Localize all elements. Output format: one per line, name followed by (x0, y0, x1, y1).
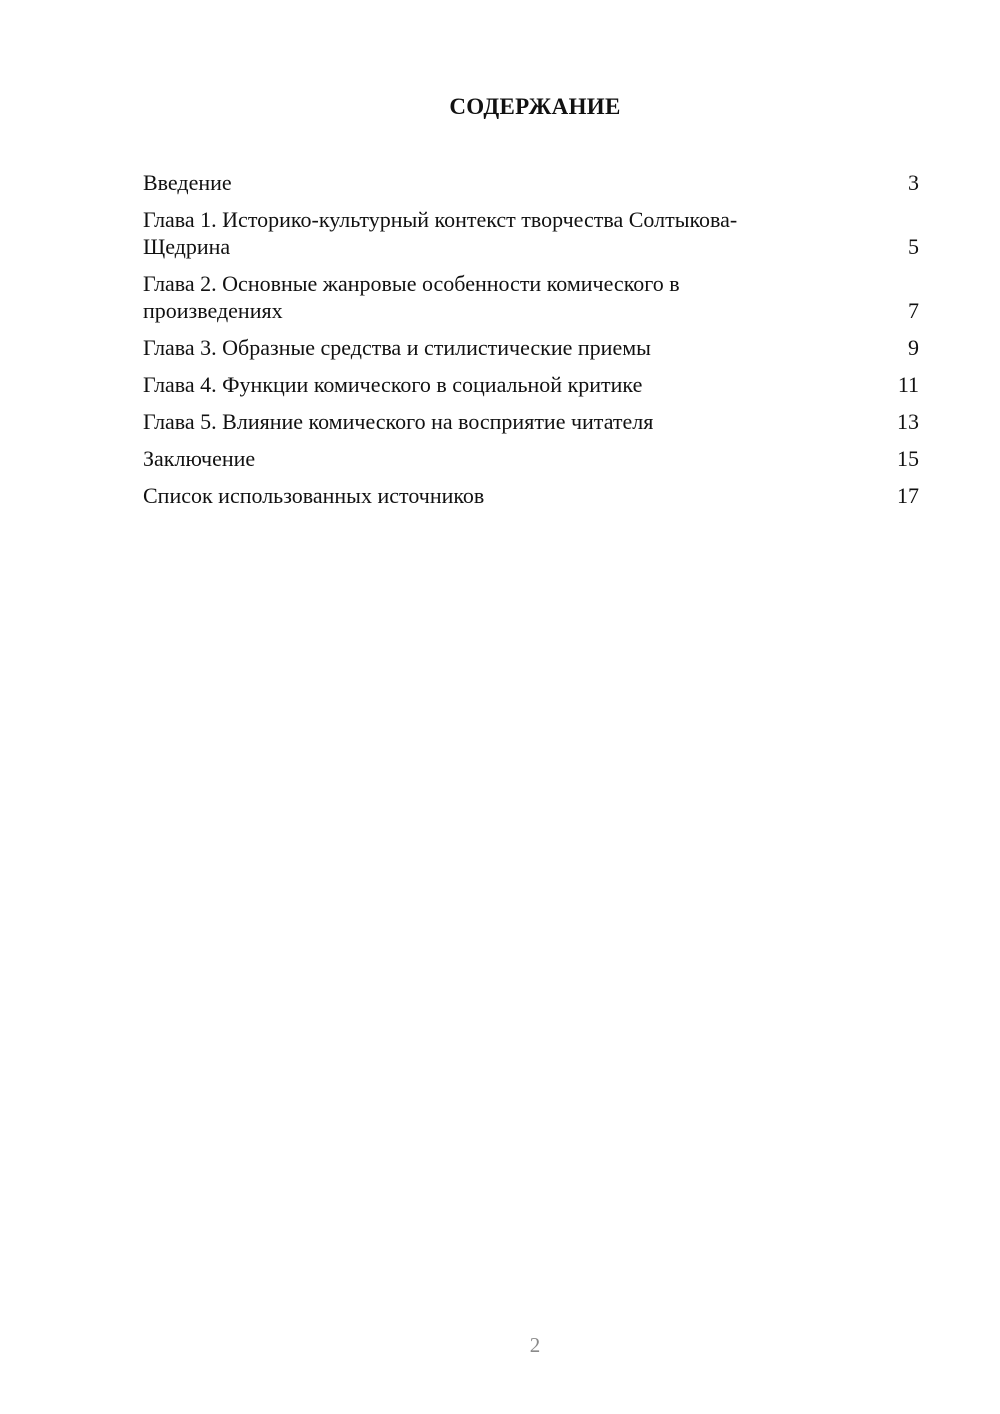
toc-entry (143, 206, 919, 260)
toc-title: СОДЕРЖАНИЕ (449, 94, 621, 119)
toc-entry-text: Глава 4. Функции комического в социальной критике (143, 372, 643, 397)
toc-entry (143, 408, 919, 435)
toc-entry-page: 5 (908, 234, 919, 259)
toc-entry (143, 482, 919, 509)
toc-entry (143, 270, 919, 324)
page-number: 2 (529, 1333, 541, 1357)
toc-entry (143, 334, 919, 361)
toc-entry-text: Глава 1. Историко-культурный контекст творчества Солтыкова-Щедрина (143, 207, 738, 259)
table-of-contents (143, 169, 919, 519)
toc-entry-text: Введение (143, 170, 232, 195)
toc-entry-text: Заключение (143, 446, 256, 471)
toc-entry-page: 7 (908, 298, 919, 323)
toc-entry-page: 11 (897, 372, 919, 397)
toc-entry-page: 13 (897, 409, 919, 434)
toc-entry-page: 15 (897, 446, 919, 471)
toc-entry (143, 169, 919, 196)
toc-entry-text: Глава 2. Основные жанровые особенности комического в произведениях (143, 271, 680, 323)
toc-entry-page: 3 (908, 170, 919, 195)
toc-entry-text: Список использованных источников (143, 483, 485, 508)
toc-entry (143, 371, 919, 398)
toc-entry-page: 9 (908, 335, 919, 360)
toc-entry-text: Глава 5. Влияние комического на восприятие читателя (143, 409, 654, 434)
toc-entry-page: 17 (897, 483, 919, 508)
toc-entry-text: Глава 3. Образные средства и стилистические приемы (143, 335, 651, 360)
toc-entry (143, 445, 919, 472)
